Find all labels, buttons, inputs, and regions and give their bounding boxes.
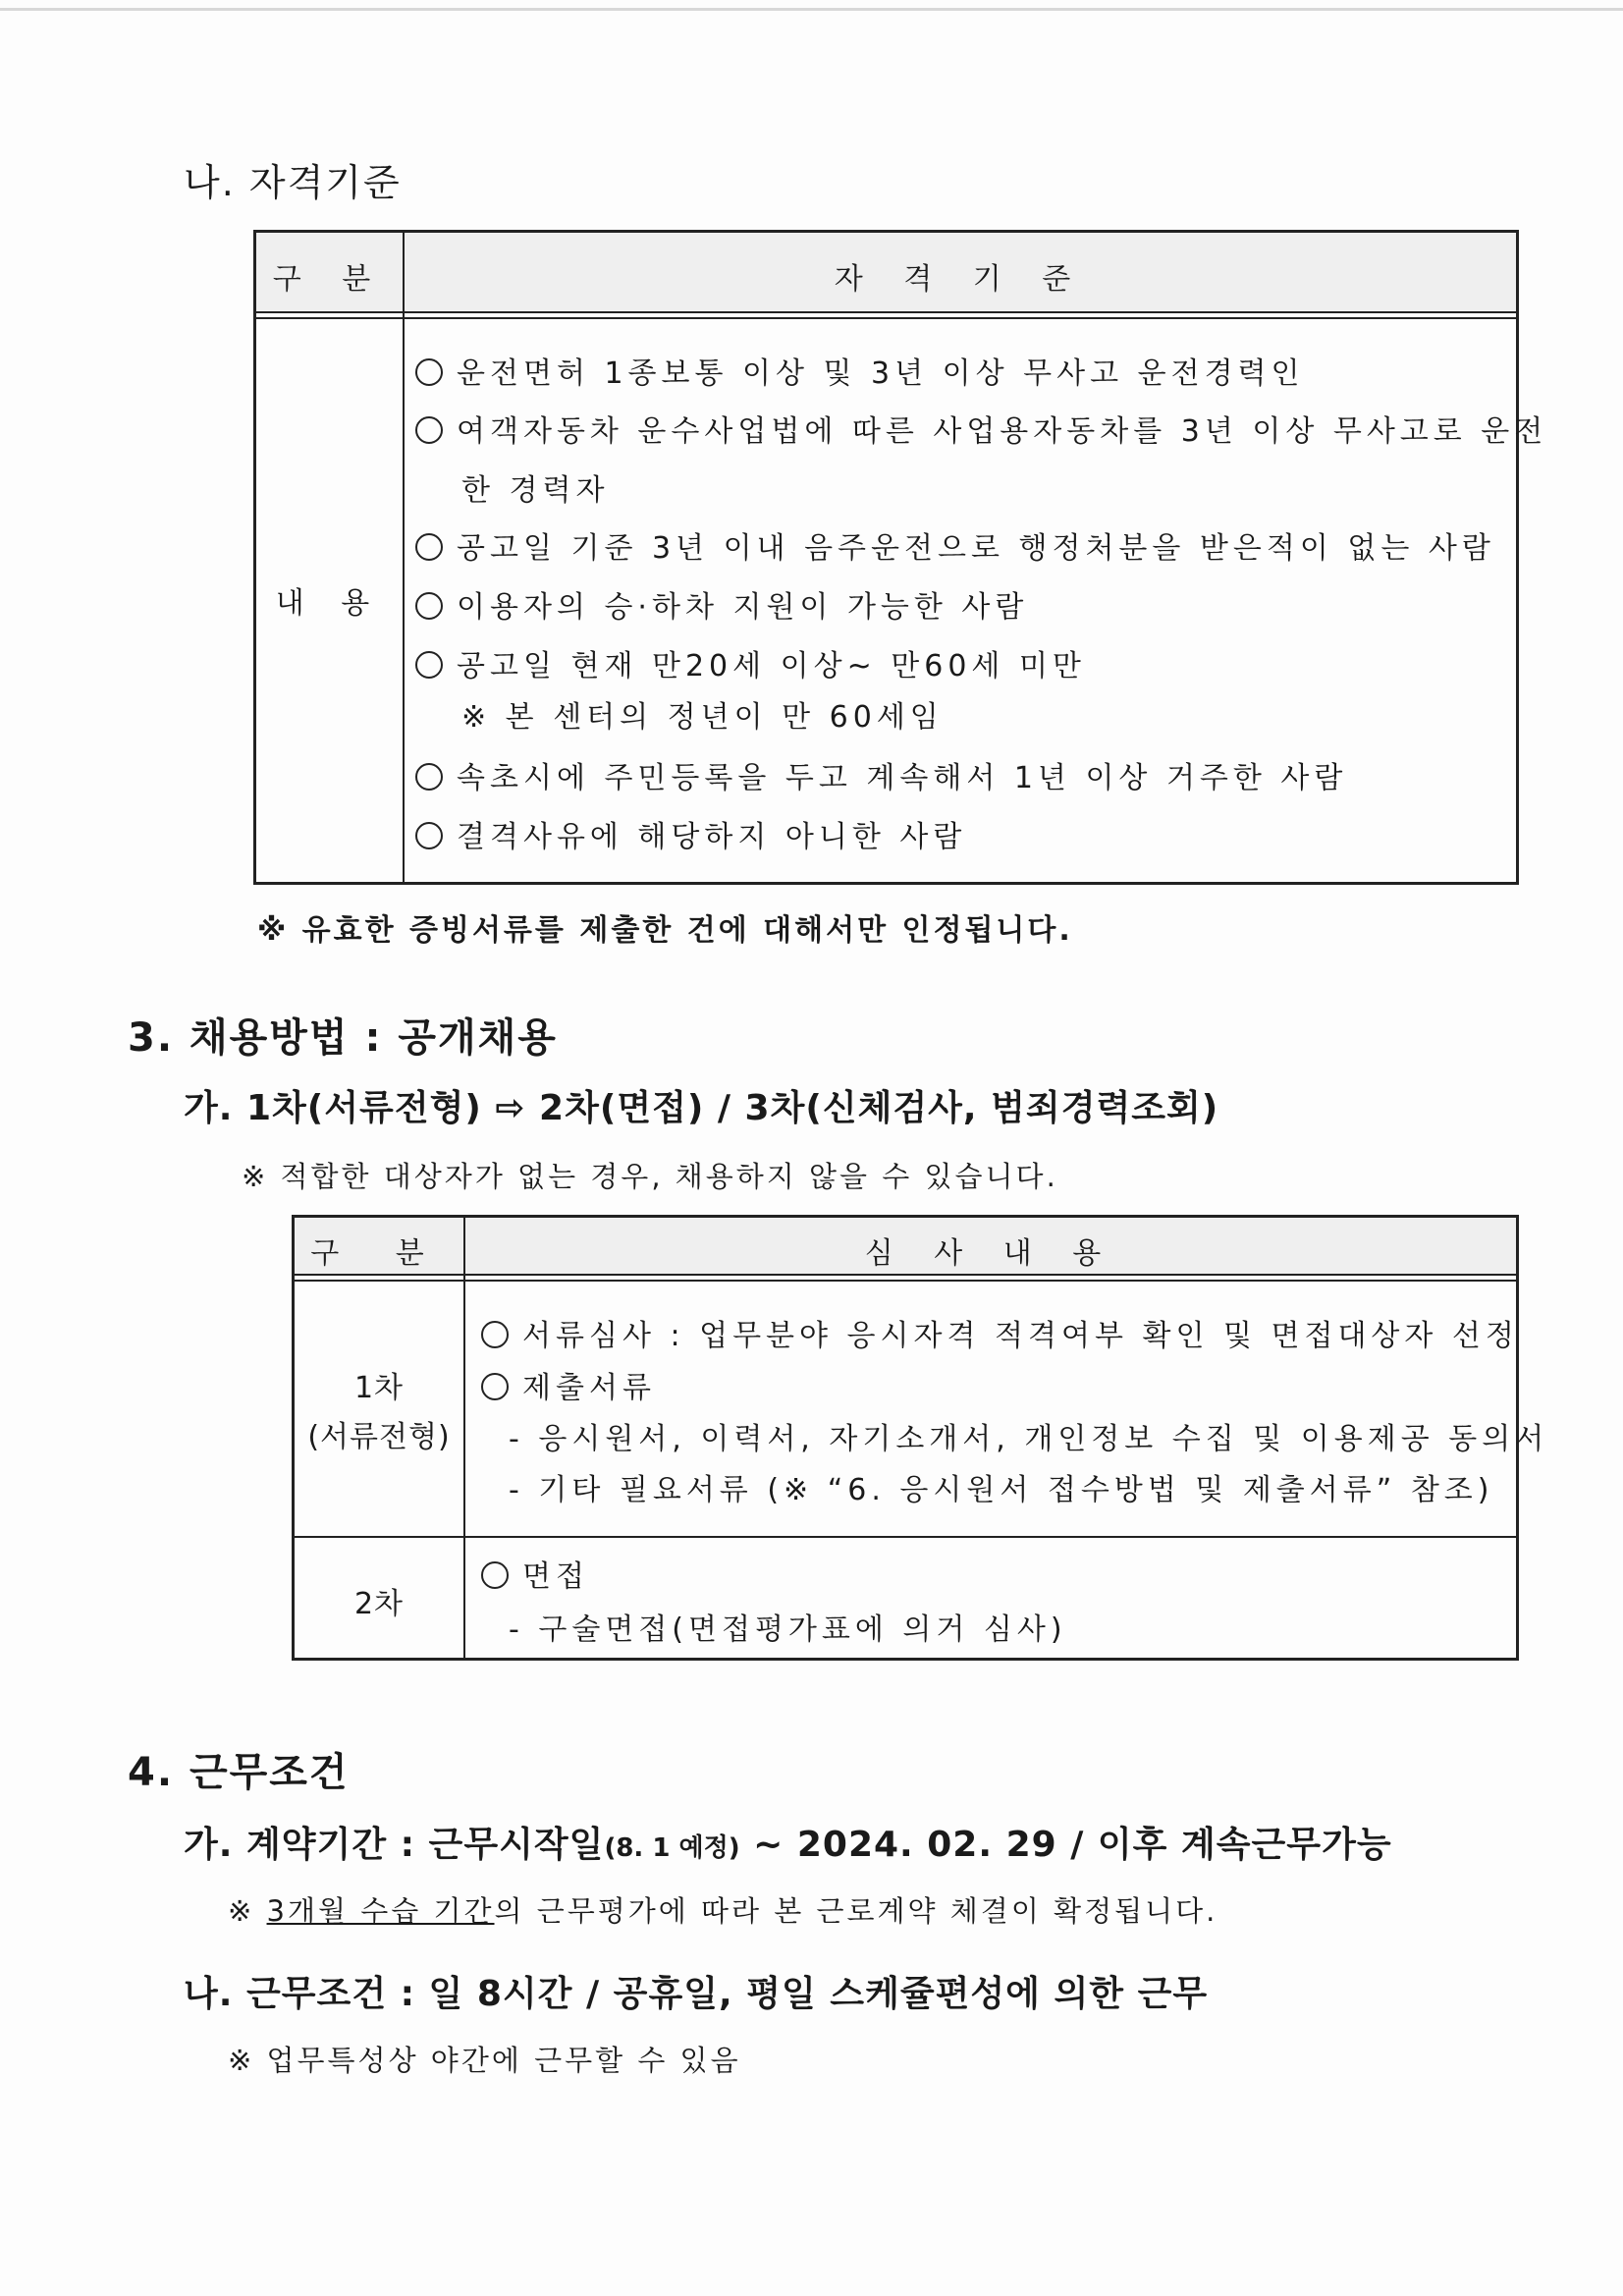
- review-sub-item: - 구술면접(면접평가표에 의거 심사): [509, 1613, 1067, 1647]
- contract-note: ※ 3개월 수습 기간의 근무평가에 따라 본 근로계약 체결이 확정됩니다.: [228, 1894, 1218, 1928]
- row-divider: [295, 1536, 1516, 1538]
- circle-bullet-icon: [415, 592, 443, 620]
- column-divider: [403, 233, 405, 882]
- criteria-item: 여객자동차 운수사업법에 따른 사업용자동차를 3년 이상 무사고로 운전: [415, 407, 1547, 450]
- table-header-review: 심 사 내 용: [864, 1236, 1117, 1271]
- circle-bullet-icon: [415, 763, 443, 791]
- contract-period: 가. 계약기간 : 근무시작일(8. 1 예정) ~ 2024. 02. 29 / 이후 계속근무가능: [184, 1825, 1392, 1865]
- circle-bullet-icon: [415, 651, 443, 679]
- circle-bullet-icon: [481, 1561, 509, 1589]
- section-title-recruitment: 3. 채용방법 : 공개채용: [128, 1015, 558, 1061]
- criteria-item: 운전면허 1종보통 이상 및 3년 이상 무사고 운전경력인: [415, 349, 1305, 392]
- review-item: 서류심사 : 업무분야 응시자격 적격여부 확인 및 면접대상자 선정: [481, 1311, 1519, 1354]
- screening-table: [292, 1215, 1549, 1661]
- criteria-item: 결격사유에 해당하지 아니한 사람: [415, 812, 966, 855]
- section-title-conditions: 4. 근무조건: [128, 1750, 350, 1795]
- circle-bullet-icon: [481, 1321, 509, 1348]
- criteria-item: 이용자의 승·하차 지원이 가능한 사람: [415, 582, 1028, 626]
- row-label-content: 내 용: [275, 586, 384, 621]
- header-divider-double: [256, 317, 1516, 319]
- criteria-item: 공고일 기준 3년 이내 음주운전으로 행정처분을 받은적이 없는 사람: [415, 523, 1495, 567]
- review-sub-item: - 응시원서, 이력서, 자기소개서, 개인정보 수집 및 이용제공 동의서: [509, 1422, 1549, 1456]
- review-sub-item: - 기타 필요서류 (※ “6. 응시원서 접수방법 및 제출서류” 참조): [509, 1473, 1494, 1507]
- table-header-category: 구 분: [272, 262, 387, 297]
- criteria-item-continuation: 한 경력자: [461, 473, 610, 508]
- table1-note: ※ 유효한 증빙서류를 제출한 건에 대해서만 인정됩니다.: [257, 913, 1073, 948]
- work-conditions-note: ※ 업무특성상 야간에 근무할 수 있음: [228, 2044, 741, 2077]
- circle-bullet-icon: [415, 358, 443, 386]
- row-label-second: 2차: [353, 1587, 405, 1621]
- criteria-sub-note: ※ 본 센터의 정년이 만 60세임: [461, 700, 944, 735]
- table-header-category: 구 분: [310, 1236, 448, 1271]
- header-divider: [256, 311, 1516, 313]
- table-header-criteria: 자 격 기 준: [834, 262, 1087, 297]
- review-item: 면접: [481, 1552, 589, 1595]
- column-divider: [463, 1218, 465, 1658]
- criteria-item: 공고일 현재 만20세 이상~ 만60세 미만: [415, 641, 1086, 684]
- section-title-qualification: 나. 자격기준: [184, 161, 402, 204]
- review-item: 제출서류: [481, 1363, 656, 1406]
- header-divider: [295, 1274, 1516, 1276]
- qualification-table: [253, 230, 1548, 885]
- row-label-first-sub: (서류전형): [307, 1420, 451, 1454]
- circle-bullet-icon: [481, 1373, 509, 1400]
- row-label-first: 1차: [353, 1371, 405, 1405]
- circle-bullet-icon: [415, 416, 443, 444]
- criteria-item: 속초시에 주민등록을 두고 계속해서 1년 이상 거주한 사람: [415, 753, 1347, 796]
- recruitment-note: ※ 적합한 대상자가 없는 경우, 채용하지 않을 수 있습니다.: [242, 1160, 1058, 1193]
- scan-top-edge: [0, 8, 1623, 11]
- circle-bullet-icon: [415, 822, 443, 849]
- circle-bullet-icon: [415, 533, 443, 561]
- recruitment-process: 가. 1차(서류전형) ⇨ 2차(면접) / 3차(신체검사, 범죄경력조회): [184, 1088, 1219, 1128]
- work-conditions: 나. 근무조건 : 일 8시간 / 공휴일, 평일 스케쥴편성에 의한 근무: [184, 1974, 1209, 2014]
- header-divider-double: [295, 1280, 1516, 1282]
